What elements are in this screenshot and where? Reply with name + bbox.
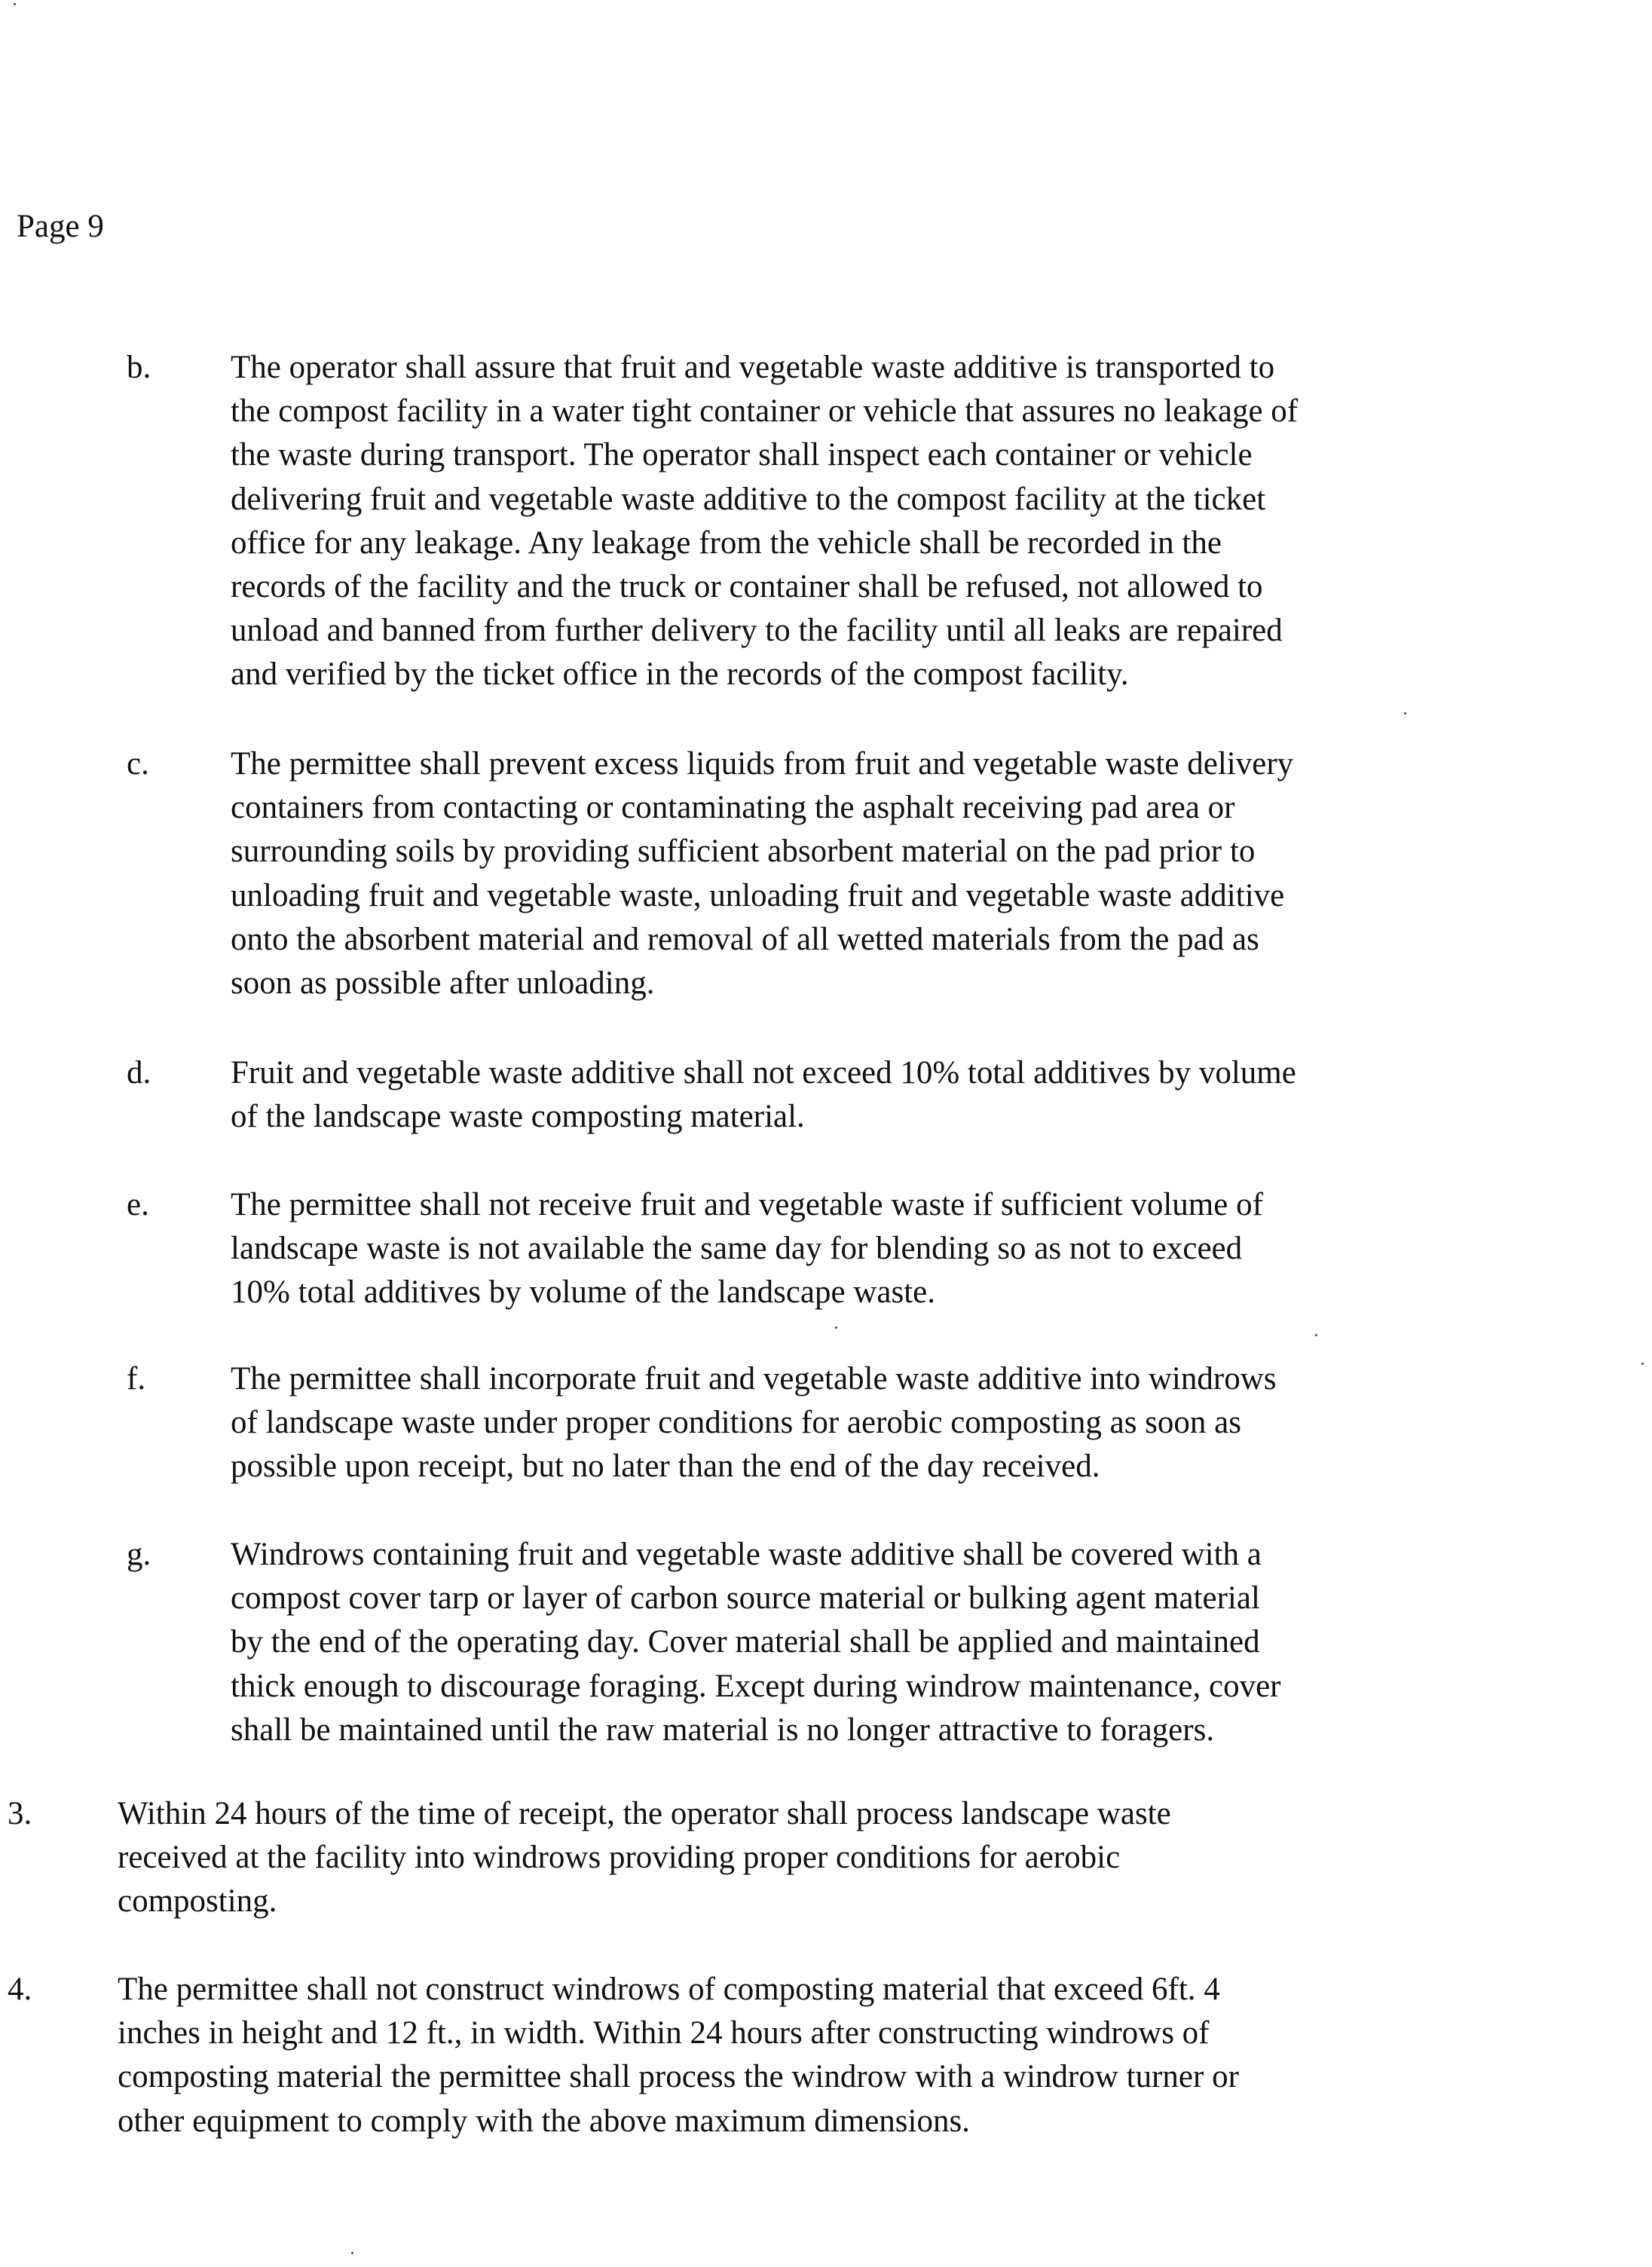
text-line: The operator shall assure that fruit and vegetable waste additive is transported to (231, 350, 1275, 385)
scan-speck (835, 1326, 837, 1329)
list-marker: f. (127, 1361, 146, 1397)
text-line: possible upon receipt, but no later than the end of the day received. (231, 1449, 1100, 1485)
page-number: Page 9 (17, 209, 104, 244)
text-line: The permittee shall prevent excess liquids from fruit and vegetable waste delivery (231, 746, 1294, 782)
text-line: and verified by the ticket office in the records of the compost facility. (231, 656, 1129, 693)
scan-speck (1315, 1334, 1317, 1336)
paragraph (118, 1968, 1239, 2143)
text-line: other equipment to comply with the above maximum dimensions. (118, 2103, 970, 2139)
text-line: The permittee shall incorporate fruit and vegetable waste additive into windrows (231, 1361, 1277, 1397)
text-line: Within 24 hours of the time of receipt, the operator shall process landscape waste (118, 1796, 1171, 1831)
list-marker: g. (127, 1537, 151, 1572)
list-marker: b. (127, 350, 151, 385)
text-line: Windrows containing fruit and vegetable waste additive shall be covered with a (231, 1537, 1262, 1572)
paragraph (231, 346, 1298, 697)
text-line: inches in height and 12 ft., in width. Within 24 hours after constructing windrows of (118, 2015, 1210, 2051)
list-marker: e. (127, 1187, 149, 1222)
scan-speck (351, 2252, 353, 2254)
text-line: the compost facility in a water tight container or vehicle that assures no leakage of (231, 393, 1299, 430)
list-marker: d. (127, 1055, 151, 1091)
text-line: unloading fruit and vegetable waste, unloading fruit and vegetable waste additive (231, 877, 1285, 913)
text-line: composting. (118, 1883, 277, 1920)
paragraph (231, 1183, 1263, 1315)
text-line: Fruit and vegetable waste additive shall not exceed 10% total additives by volume (231, 1055, 1296, 1091)
text-line: received at the facility into windrows providing proper conditions for aerobic (118, 1840, 1121, 1876)
text-line: thick enough to discourage foraging. Except during windrow maintenance, cover (231, 1668, 1281, 1704)
text-line: office for any leakage. Any leakage from the vehicle shall be recorded in the (231, 525, 1222, 561)
list-marker: 4. (8, 1972, 32, 2007)
text-line: unload and banned from further delivery to the facility until all leaks are repaired (231, 613, 1283, 649)
list-marker: 3. (8, 1796, 32, 1831)
scan-speck (1641, 1363, 1644, 1365)
text-line: delivering fruit and vegetable waste additive to the compost facility at the ticket (231, 481, 1266, 517)
text-line: compost cover tarp or layer of carbon source material or bulking agent material (231, 1580, 1260, 1617)
text-line: The permittee shall not construct windrows of composting material that exceed 6ft. 4 (118, 1972, 1220, 2007)
text-line: of the landscape waste composting material. (231, 1099, 805, 1135)
text-line: of landscape waste under proper conditions for aerobic composting as soon as (231, 1405, 1241, 1441)
text-line: the waste during transport. The operator shall inspect each container or vehicle (231, 437, 1253, 473)
text-line: composting material the permittee shall process the windrow with a windrow turner or (118, 2059, 1239, 2095)
text-line: containers from contacting or contaminating the asphalt receiving pad area or (231, 790, 1235, 826)
paragraph (231, 1357, 1277, 1489)
text-line: 10% total additives by volume of the landscape waste. (231, 1274, 935, 1311)
text-line: by the end of the operating day. Cover material shall be applied and maintained (231, 1624, 1260, 1660)
list-marker: c. (127, 746, 149, 782)
text-line: surrounding soils by providing sufficient absorbent material on the pad prior to (231, 834, 1256, 870)
paragraph (231, 742, 1293, 1005)
paragraph (231, 1051, 1296, 1139)
text-line: onto the absorbent material and removal of all wetted materials from the pad as (231, 921, 1259, 957)
text-line: soon as possible after unloading. (231, 965, 655, 1002)
text-line: landscape waste is not available the same day for blending so as not to exceed (231, 1231, 1243, 1267)
paragraph (118, 1792, 1171, 1924)
scan-speck (1404, 712, 1406, 714)
scan-speck (14, 3, 16, 5)
paragraph (231, 1533, 1280, 1752)
text-line: records of the facility and the truck or container shall be refused, not allowed to (231, 569, 1263, 605)
text-line: The permittee shall not receive fruit and vegetable waste if sufficient volume of (231, 1187, 1263, 1222)
text-line: shall be maintained until the raw material is no longer attractive to foragers. (231, 1712, 1215, 1748)
